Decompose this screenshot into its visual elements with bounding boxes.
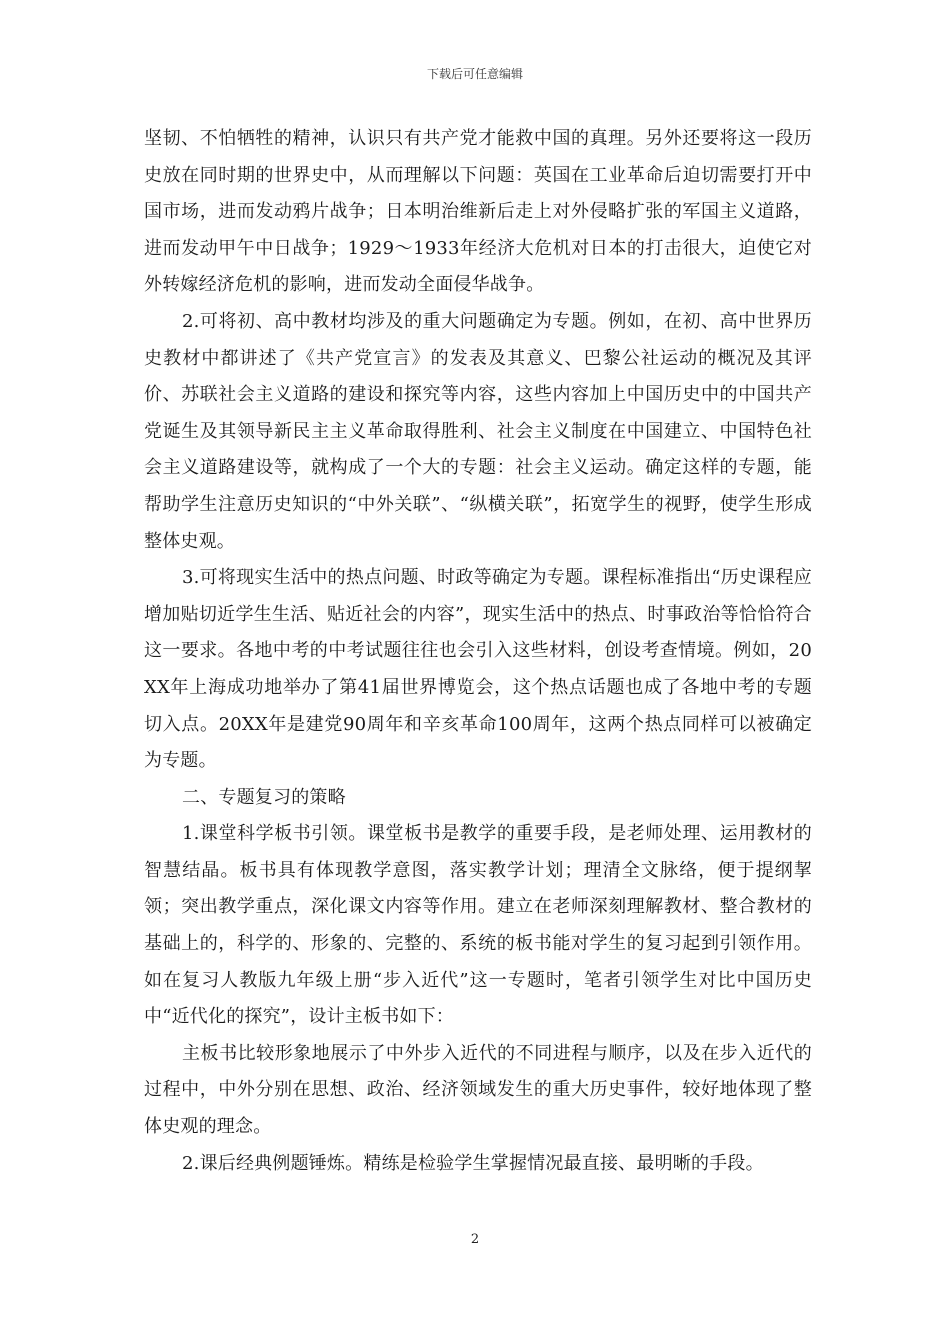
page-number: 2 (470, 1232, 480, 1247)
section-heading: 二、专题复习的策略 (182, 786, 346, 808)
paragraph-4: 1.课堂科学板书引领。课堂板书是教学的重要手段，是老师处理、运用教材的智慧结晶。板书具有体现教学意图，落实教学计划；理清全文脉络，便于提纲挈领；突出教学重点，深化课文内容等作用。建立在老师深刻理解教材、整合教材的基础上的，科学的、形象的、完整的、系统的板书能对学生的复习起到引领作用。如在复习人教版九年级上册“步入近代”这一专题时，笔者引领学生对比中国历史中“近代化的探究”，设计主板书如下： (144, 823, 812, 1028)
paragraph-1: 坚韧、不怕牺牲的精神，认识只有共产党才能救中国的真理。另外还要将这一段历史放在同时期的世界史中，从而理解以下问题：英国在工业革命后迫切需要打开中国市场，进而发动鸦片战争；日本明治维新后走上对外侵略扩张的军国主义道路，进而发动甲午中日战争；1929～1933年经济大危机对日本的打击很大，迫使它对外转嫁经济危机的影响，进而发动全面侵华战争。 (144, 128, 812, 296)
paragraph-2: 2.可将初、高中教材均涉及的重大问题确定为专题。例如，在初、高中世界历史教材中都讲述了《共产党宣言》的发表及其意义、巴黎公社运动的概况及其评价、苏联社会主义道路的建设和探究等内容，这些内容加上中国历史中的中国共产党诞生及其领导新民主主义革命取得胜利、社会主义制度在中国建立、中国特色社会主义道路建设等，就构成了一个大的专题：社会主义运动。确定这样的专题，能帮助学生注意历史知识的“中外关联”、“纵横关联”，拓宽学生的视野，使学生形成整体史观。 (144, 310, 812, 552)
document-body (144, 121, 812, 1182)
paragraph-5: 主板书比较形象地展示了中外步入近代的不同进程与顺序，以及在步入近代的过程中，中外分别在思想、政治、经济领域发生的重大历史事件，较好地体现了整体史观的理念。 (144, 1042, 812, 1138)
page-header: 下载后可任意编辑 (426, 67, 523, 81)
paragraph-6: 2.课后经典例题锤炼。精练是检验学生掌握情况最直接、最明晰的手段。 (182, 1152, 764, 1174)
paragraph-3: 3.可将现实生活中的热点问题、时政等确定为专题。课程标准指出“历史课程应增加贴切近学生生活、贴近社会的内容”，现实生活中的热点、时事政治等恰恰符合这一要求。各地中考的中考试题往往也会引入这些材料，创设考查情境。例如，20XX年上海成功地举办了第41届世界博览会，这个热点话题也成了各地中考的专题切入点。20XX年是建党90周年和辛亥革命100周年，这两个热点同样可以被确定为专题。 (144, 567, 812, 772)
